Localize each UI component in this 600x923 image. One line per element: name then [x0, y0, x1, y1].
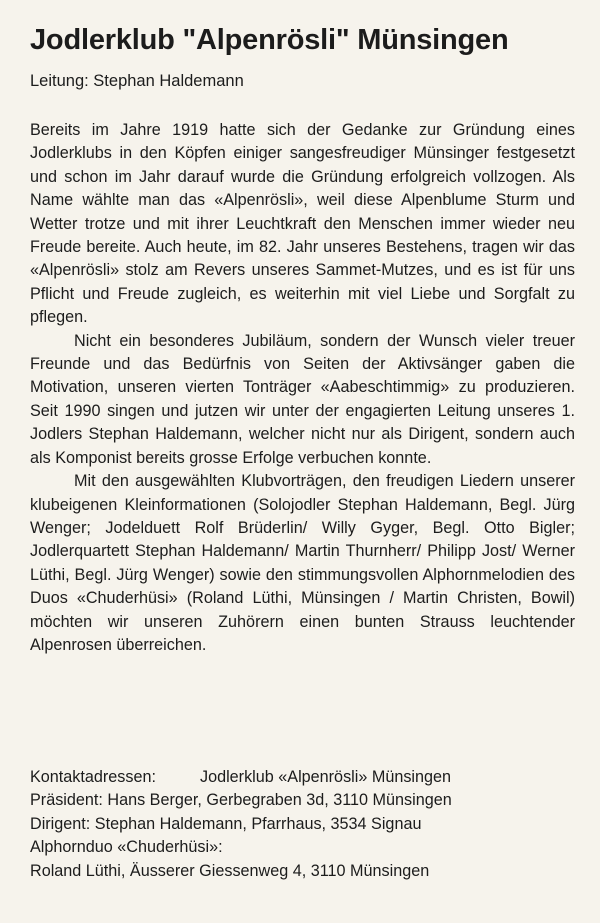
contact-alphorn-address: Roland Lüthi, Äusserer Giessenweg 4, 3110 Münsingen [30, 861, 430, 880]
contact-label: Kontaktadressen: [30, 768, 156, 786]
paragraph-program: Mit den ausgewählten Klubvorträgen, den freudigen Liedern unserer klubeigenen Kleinformationen (Solojodler Stephan Haldemann, Begl. Jürg Wenger; Jodelduett Rolf Brüderlin/ Willy Gyger, Begl. Otto Bigler; Jodlerquartett Stephan Haldemann/ Martin Thurnherr/ Philipp Jost/ Werner Lüthi, Begl. Jürg Wenger) sowie den stimmungsvollen Alphornmelodien des Duos «Chuderhüsi» (Roland Lüthi, Münsingen / Martin Christen, Bowil) möchten wir unseren Zuhörern einen bunten Strauss leuchtender Alpenrosen überreichen. [30, 472, 575, 654]
contact-club: Jodlerklub «Alpenrösli» Münsingen [199, 768, 452, 786]
contact-addresses [30, 766, 452, 883]
page-title: Jodlerklub "Alpenrösli" Münsingen [30, 24, 509, 56]
contact-president: Präsident: Hans Berger, Gerbegraben 3d, 3110 Münsingen [30, 791, 452, 810]
body-text [30, 119, 575, 657]
contact-alphorn-duo: Alphornduo «Chuderhüsi»: [30, 838, 223, 857]
page-subtitle: Leitung: Stephan Haldemann [30, 72, 244, 90]
contact-conductor: Dirigent: Stephan Haldemann, Pfarrhaus, 3534 Signau [30, 814, 422, 833]
paragraph-history: Bereits im Jahre 1919 hatte sich der Gedanke zur Gründung eines Jodlerklubs in den Köpfen einiger sangesfreudiger Münsinger festgesetzt und schon im Jahr darauf wurde die Gründung erfolgreich vollzogen. Als Name wählte man das «Alpenrösli», weil diese Alpenblume Sturm und Wetter trotze und mit ihrer Leuchtkraft den Menschen immer wieder neu Freude bereite. Auch heute, im 82. Jahr unseres Bestehens, tragen wir das «Alpenrösli» stolz am Revers unseres Sammet-Mutzes, und es ist für uns Pflicht und Freude zugleich, es weiterhin mit viel Liebe und Sorgfalt zu pflegen. [30, 121, 575, 327]
contact-line-club [30, 766, 452, 789]
paragraph-motivation: Nicht ein besonderes Jubiläum, sondern der Wunsch vieler treuer Freunde und das Bedürfnis von Seiten der Aktivsänger gaben die Motivation, unseren vierten Tonträger «Aabeschtimmig» zu produzieren. Seit 1990 singen und jutzen wir unter der engagierten Leitung unseres 1. Jodlers Stephan Haldemann, welcher nicht nur als Dirigent, sondern auch als Komponist bereits grosse Erfolge verbuchen konnte. [30, 331, 575, 467]
